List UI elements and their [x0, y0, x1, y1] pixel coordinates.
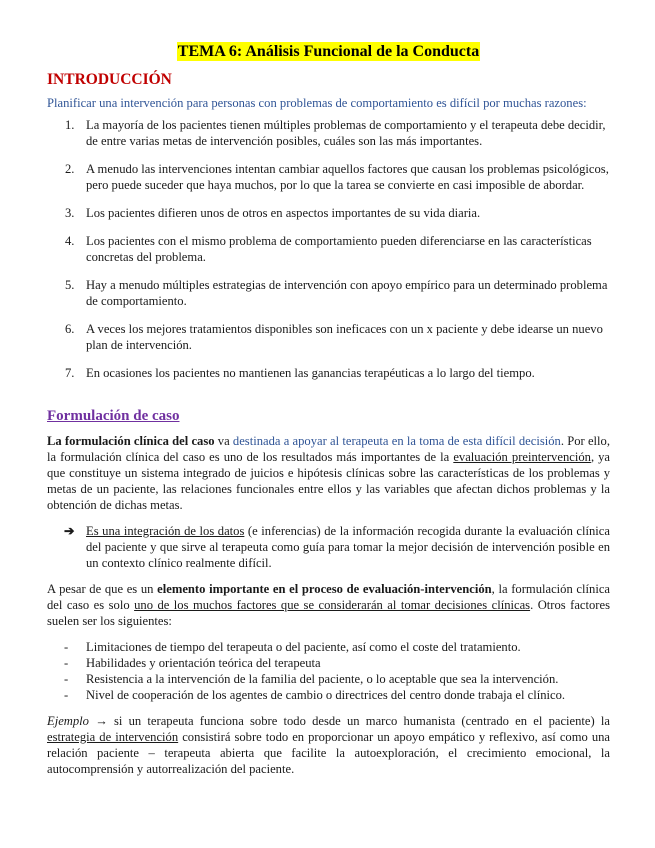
- text-run: . Por ello, la formulación clínica del caso es uno de los resultados más importantes de la: [47, 434, 610, 464]
- title-block: [47, 42, 610, 61]
- list-text: Los pacientes difieren unos de otros en aspectos importantes de su vida diaria.: [86, 206, 481, 220]
- text-run: A pesar de que es un: [47, 582, 158, 596]
- underlined-term: uno de los muchos factores que se considerarán al tomar decisiones clínicas: [134, 598, 531, 612]
- arrow-icon: →: [88, 714, 114, 728]
- dash-marker: -: [64, 672, 69, 686]
- list-item: [47, 161, 610, 193]
- list-text: Los pacientes con el mismo problema de comportamiento pueden diferenciarse en las características concretas del problema.: [86, 234, 592, 264]
- intro-heading: INTRODUCCIÓN: [47, 71, 172, 88]
- difficulties-list: [47, 117, 610, 381]
- factors-list: [47, 639, 610, 703]
- case-paragraph-2: [47, 581, 610, 629]
- underlined-term: evaluación preintervención: [453, 450, 591, 464]
- list-number: 7.: [65, 366, 75, 380]
- list-number: 1.: [65, 118, 75, 132]
- page-title: TEMA 6: Análisis Funcional de la Conducta: [177, 43, 480, 60]
- list-number: 4.: [65, 234, 75, 248]
- list-text: Limitaciones de tiempo del terapeuta o del paciente, así como el coste del tratamiento.: [86, 640, 521, 654]
- list-text: En ocasiones los pacientes no mantienen las ganancias terapéuticas a lo largo del tiempo.: [86, 366, 535, 380]
- example-paragraph: [47, 713, 610, 777]
- arrow-bullet: [47, 523, 610, 571]
- case-paragraph-1: [47, 433, 610, 513]
- list-text: Hay a menudo múltiples estrategias de intervención con apoyo empírico para un determinado problema de comportamiento.: [86, 278, 608, 308]
- list-number: 5.: [65, 278, 75, 292]
- dash-marker: -: [64, 688, 69, 702]
- underlined-term: estrategia de intervención: [47, 730, 179, 744]
- list-item: [47, 205, 610, 221]
- example-label: Ejemplo: [47, 714, 89, 728]
- list-item: [47, 365, 610, 381]
- list-item: [47, 671, 610, 687]
- list-text: A veces los mejores tratamientos disponibles son ineficaces con un x paciente y debe idearse un nuevo plan de intervención.: [86, 322, 603, 352]
- list-item: [47, 687, 610, 703]
- arrow-icon: ➔: [64, 524, 75, 538]
- text-run: (e inferencias) de la información recogida durante la evaluación clínica del paciente y que sirve al terapeuta como guía para tomar la mejor decisión de intervención posible en un contexto clínico realmente difícil.: [86, 524, 610, 570]
- list-text: La mayoría de los pacientes tienen múltiples problemas de comportamiento y el terapeuta debe decidir, de entre varias metas de intervención posibles, cuáles son las más importantes.: [86, 118, 606, 148]
- text-run: va: [214, 434, 233, 448]
- underlined-term: Es una integración de los datos: [86, 524, 245, 538]
- intro-lead: Planificar una intervención para personas con problemas de comportamiento es difícil por muchas razones:: [47, 96, 587, 110]
- list-item: [47, 639, 610, 655]
- list-number: 2.: [65, 162, 75, 176]
- document-page: [47, 42, 610, 787]
- case-heading: Formulación de caso: [47, 408, 180, 424]
- dash-marker: -: [64, 640, 69, 654]
- bold-term: La formulación clínica del caso: [47, 434, 215, 448]
- highlight-text: destinada a apoyar al terapeuta en la toma de esta difícil decisión: [232, 434, 561, 448]
- list-text: Nivel de cooperación de los agentes de cambio o directrices del centro donde trabaja el clínico.: [86, 688, 566, 702]
- list-text: Resistencia a la intervención de la familia del paciente, o lo aceptable que sea la intervención.: [86, 672, 559, 686]
- text-run: consistirá sobre todo en proporcionar un apoyo empático y reflexivo, así como una relación paciente – terapeuta abierta que facilite la autoexploración, el crecimiento emocional, la autocomprensión y autorrealización del paciente.: [47, 730, 611, 776]
- dash-marker: -: [64, 656, 69, 670]
- list-item: [47, 233, 610, 265]
- text-run: , ya que constituye un sistema integrado de juicios e hipótesis clínicas sobre las características de los problemas y metas de un paciente, las relaciones funcionales entre ellos y las variables que afectan dichos problemas y la obtención de dichas metas.: [47, 450, 611, 512]
- list-item: [47, 321, 610, 353]
- list-item: [47, 655, 610, 671]
- bold-term: elemento importante en el proceso de evaluación-intervención: [157, 582, 492, 596]
- list-text: Habilidades y orientación teórica del terapeuta: [86, 656, 321, 670]
- list-text: A menudo las intervenciones intentan cambiar aquellos factores que causan los problemas psicológicos, pero puede suceder que haya muchos, por lo que la tarea se convierte en casi imposible de abordar.: [86, 162, 609, 192]
- list-number: 6.: [65, 322, 75, 336]
- text-run: . Otros factores suelen ser los siguientes:: [47, 598, 610, 628]
- list-item: [47, 277, 610, 309]
- list-item: [47, 117, 610, 149]
- list-number: 3.: [65, 206, 75, 220]
- text-run: si un terapeuta funciona sobre todo desde un marco humanista (centrado en el paciente) la: [114, 714, 611, 728]
- text-run: , la formulación clínica del caso es solo: [47, 582, 610, 612]
